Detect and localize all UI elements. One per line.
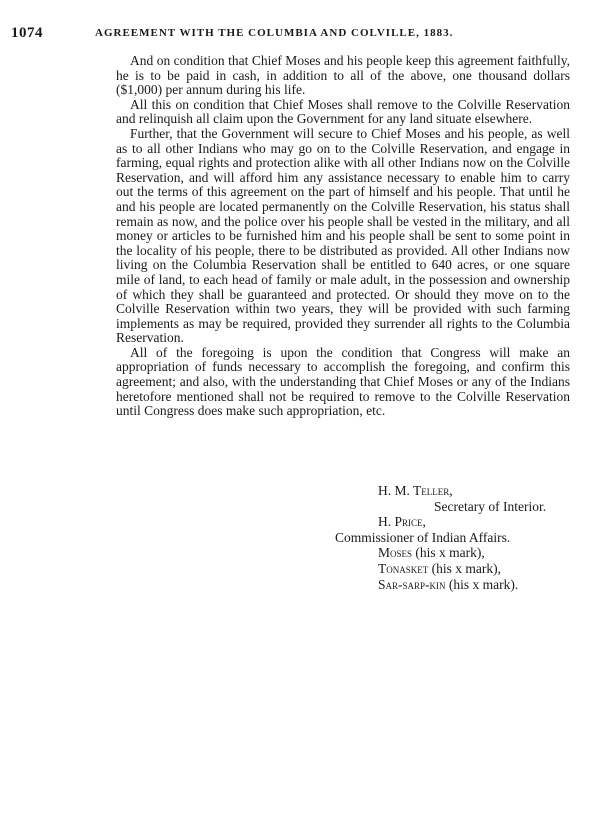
signatory-mark-line <box>335 577 585 593</box>
paragraph: All this on condition that Chief Moses shall remove to the Colville Reservation and relinquish all claim upon the Government for any land situate elsewhere. <box>116 96 570 127</box>
signatory-name <box>335 483 585 499</box>
signatory-name-text: Sar-sarp-kin <box>378 576 446 592</box>
running-head: AGREEMENT WITH THE COLUMBIA AND COLVILLE, 1883. <box>95 27 454 39</box>
body-text <box>116 54 570 419</box>
signatory-name-text: Tonasket <box>378 560 429 576</box>
signatory-name-text: Moses <box>378 545 413 561</box>
paragraph: And on condition that Chief Moses and his people keep this agreement faithfully, he is to be paid in cash, in addition to all of the above, one thousand dollars ($1,000) per annum during his life. <box>116 53 570 98</box>
paragraph: Further, that the Government will secure to Chief Moses and his people, as well as to all other Indians who may go on to the Colville Reservation, and engage in farming, equal rights and protection alike with all other Indians now on the Colville Reservation, and will afford him any assistance necessary to enable him to carry out the terms of this agreement on the part of himself and his people. That until he and his people are located permanently on the Colville Reservation, his status shall remain as now, and the police over his people shall be vested in the military, and all money or articles to be furnished him and his people shall be sent to some point in the locality of his people, there to be distributed as provided. All other Indians now living on the Columbia Reservation shall be entitled to 640 acres, or one square mile of land, to each head of family or male adult, in the possession and ownership of which they shall be guaranteed and protected. Or should they move on to the Colville Reservation within two years, they will be provided with such farming implements as may be required, provided they surrender all rights to the Columbia Reservation. <box>116 125 570 346</box>
mark-text: (his x mark), <box>412 545 485 561</box>
signatory-mark-line <box>335 545 585 561</box>
page-number: 1074 <box>11 25 43 41</box>
signatory-name-text: H. Price, <box>378 514 426 530</box>
signature-block <box>335 483 585 592</box>
signatory-title: Secretary of Interior. <box>434 498 547 514</box>
signatory-title: Commissioner of Indian Affairs. <box>335 529 511 545</box>
mark-text: (his x mark). <box>445 576 519 592</box>
signatory-name <box>335 514 585 530</box>
signatory-mark-line <box>335 561 585 577</box>
signatory-name-text: H. M. Teller, <box>378 483 453 498</box>
paragraph: All of the foregoing is upon the condition that Congress will make an appropriation of funds necessary to accomplish the foregoing, and confirm this agreement; and also, with the understanding that Chief Moses or any of the Indians heretofore mentioned shall not be required to remove to the Colville Reservation until Congress does make such appropriation, etc. <box>116 344 570 419</box>
mark-text: (his x mark), <box>428 560 501 576</box>
